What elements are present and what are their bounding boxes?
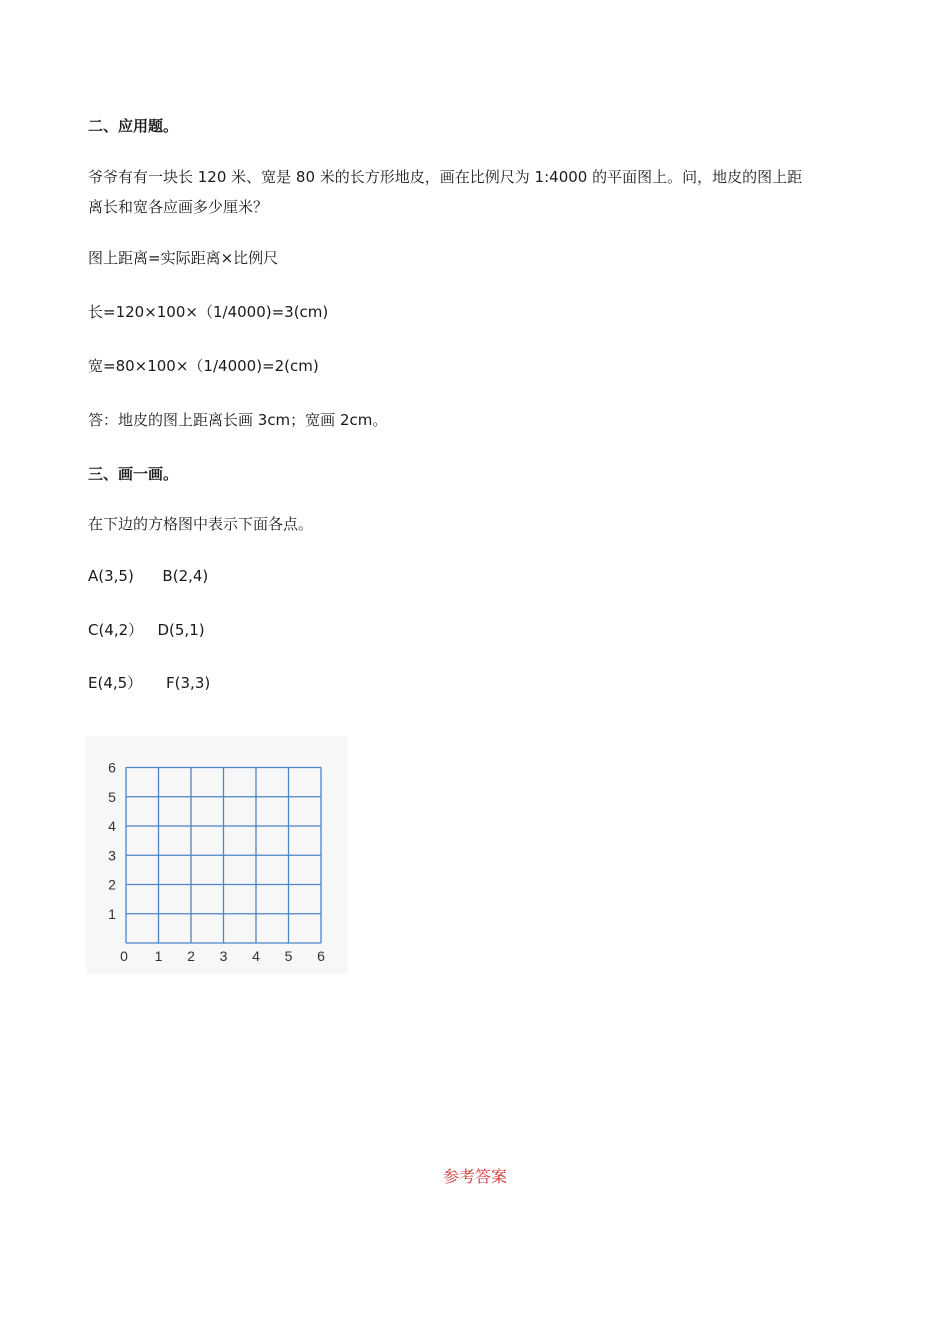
x-axis-label: 3 [219,948,228,964]
formula-line: 图上距离=实际距离×比例尺 [88,249,279,267]
length-calculation: 长=120×100×（1/4000)=3(cm) [88,303,329,321]
y-axis-label: 2 [108,876,116,893]
y-axis-label: 3 [108,847,116,864]
x-axis-label: 0 [120,948,128,964]
problem-text [88,162,858,222]
points-line-2: C(4,2） D(5,1) [88,621,205,639]
reference-answer-link[interactable]: 参考答案 [442,1167,507,1186]
width-calculation: 宽=80×100×（1/4000)=2(cm) [88,357,319,375]
section2-heading: 二、应用题。 [88,117,179,135]
x-axis-label: 6 [317,948,325,964]
problem-line-2: 离长和宽各应画多少厘米？ [88,198,269,216]
x-axis-label: 2 [187,948,195,964]
points-line-1: A(3,5) B(2,4) [88,567,209,585]
x-axis-label: 4 [252,948,260,964]
answer-line: 答：地皮的图上距离长画 3cm；宽画 2cm。 [88,411,388,429]
x-axis-label: 5 [284,948,293,964]
y-axis-label: 4 [108,818,116,834]
coordinate-grid-figure [86,736,348,974]
coordinate-grid [86,736,348,974]
problem-line-1: 爷爷有有一块长 120 米、宽是 80 米的长方形地皮，画在比例尺为 1:4000 的平面图上。问，地皮的图上距 [88,168,803,186]
points-line-3: E(4,5） F(3,3) [88,674,211,692]
section3-heading: 三、画一画。 [88,465,179,483]
y-axis-label: 1 [108,905,116,922]
y-axis-label: 6 [108,759,116,776]
x-axis-label: 1 [154,948,163,964]
y-axis-label: 5 [108,788,116,805]
instruction-line: 在下边的方格图中表示下面各点。 [88,515,314,533]
